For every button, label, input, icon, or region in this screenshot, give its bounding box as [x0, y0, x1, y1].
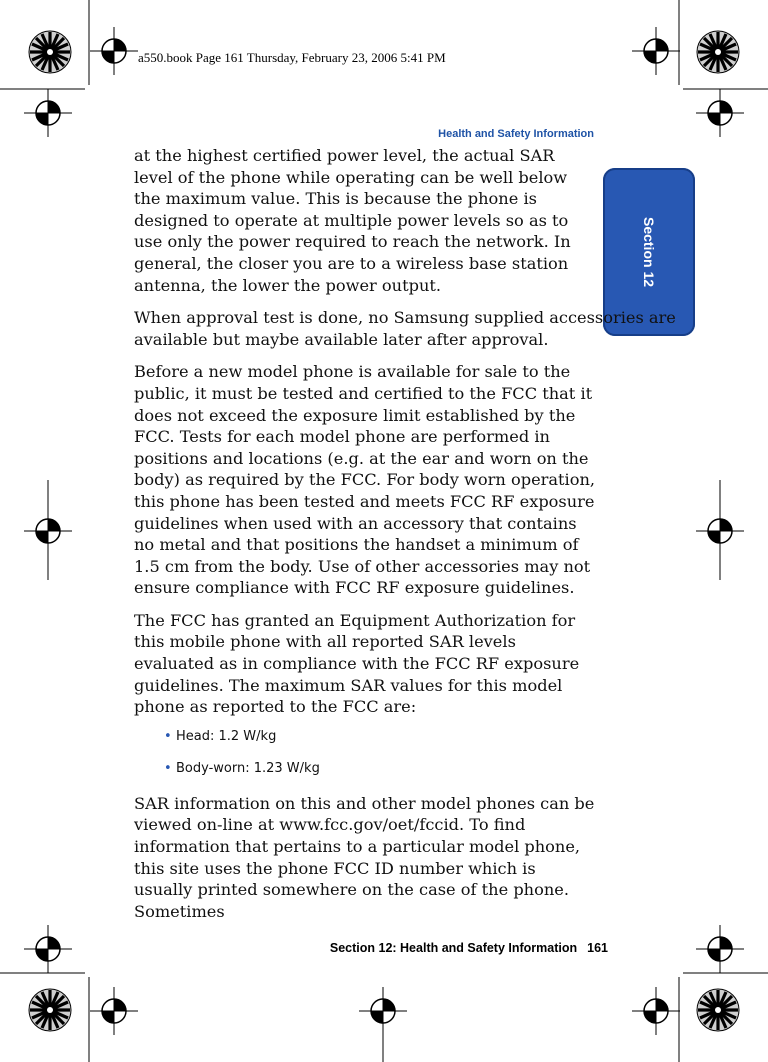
sar-values-list [164, 728, 596, 777]
paragraph: SAR information on this and other model phones can be viewed on-line at www.fcc.gov/oet/fccid. To find information that pertains to a particular model phone, this site uses the phone FCC ID number which is usually printed somewhere on the case of the phone. Sometimes [134, 793, 595, 921]
bullet-icon: • [164, 728, 172, 744]
paragraph: at the highest certified power level, the actual SAR level of the phone while operating can be well below the maximum value. This is because the phone is designed to operate at multiple power levels so as to use only the power required to reach the network. In general, the closer you are to a wireless base station antenna, the lower the power output. [134, 146, 571, 295]
print-slug: a550.book Page 161 Thursday, February 23, 2006 5:41 PM [138, 50, 446, 65]
list-item-text: Body-worn: 1.23 W/kg [176, 760, 320, 776]
page-footer [330, 941, 608, 955]
list-item [164, 728, 596, 745]
paragraph: When approval test is done, no Samsung supplied accessories are available but maybe available later after approval. [134, 308, 676, 349]
paragraph: The FCC has granted an Equipment Authorization for this mobile phone with all reported SAR levels evaluated as in compliance with the FCC RF exposure guidelines. The maximum SAR values for this model phone as reported to the FCC are: [134, 610, 580, 717]
bullet-icon: • [164, 760, 172, 776]
section-tab-label: Section 12 [641, 216, 657, 288]
paragraph: Before a new model phone is available for sale to the public, it must be tested and certified to the FCC that it does not exceed the exposure limit established by the FCC. Tests for each model phone are performed in positions and locations (e.g. at the ear and worn on the body) as required by the FCC. For body worn operation, this phone has been tested and meets FCC RF exposure guidelines when used with an accessory that contains no metal and that positions the handset a minimum of 1.5 cm from the body. Use of other accessories may not ensure compliance with FCC RF exposure guidelines. [134, 362, 596, 598]
running-head: Health and Safety Information [438, 128, 594, 140]
footer-label: Section 12: Health and Safety Information [329, 941, 578, 955]
list-item [164, 760, 596, 777]
page-number: 161 [587, 941, 608, 955]
list-item-text: Head: 1.2 W/kg [176, 728, 277, 744]
